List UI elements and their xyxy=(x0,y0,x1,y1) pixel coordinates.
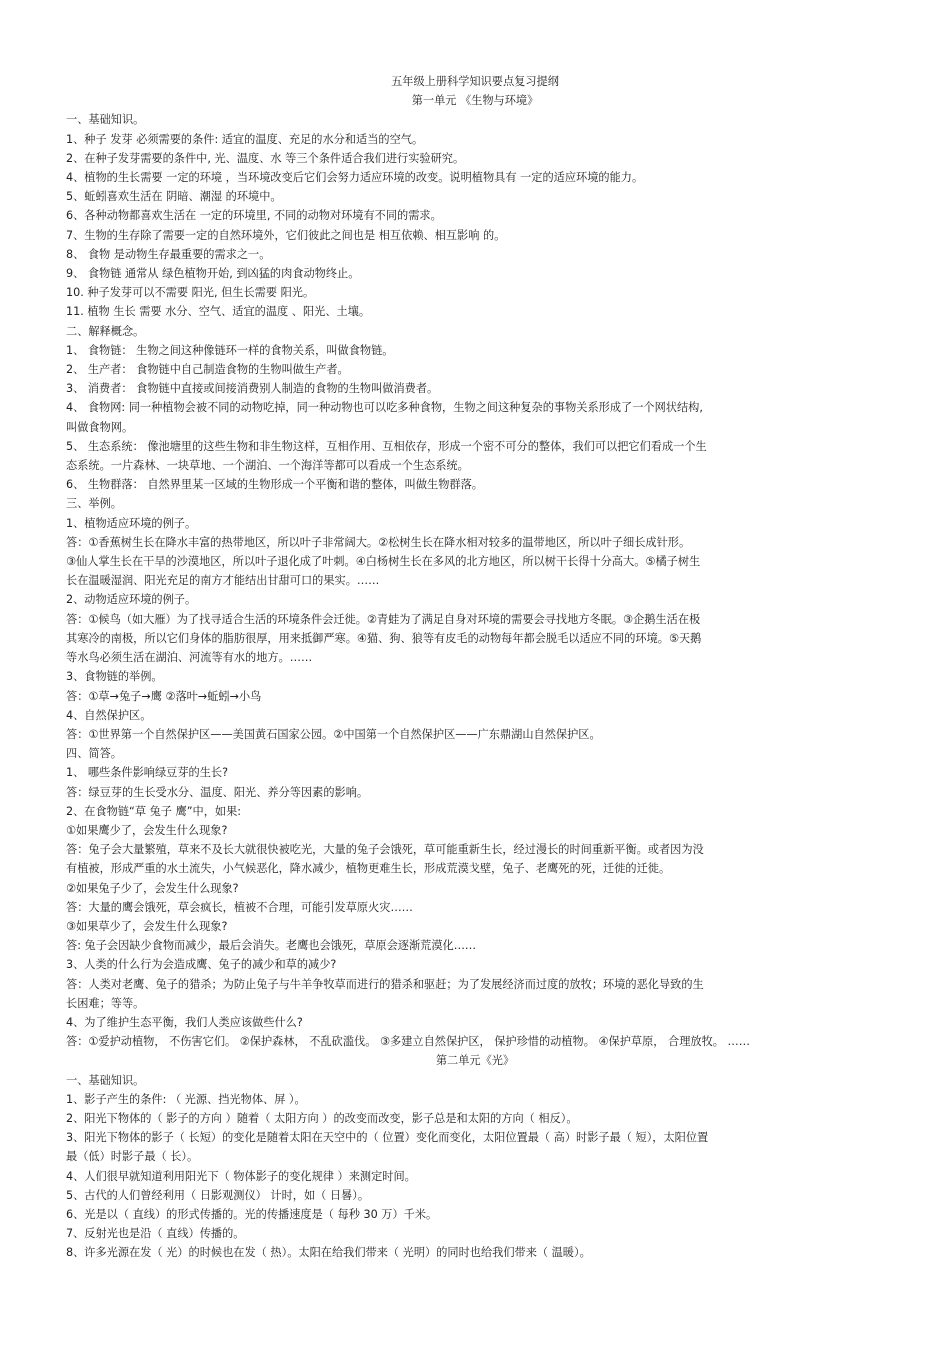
text-line: 10. 种子发芽可以不需要 阳光, 但生长需要 阳光。 xyxy=(66,286,315,300)
text-line: 答：①世界第一个自然保护区——美国黄石国家公园。②中国第一个自然保护区——广东鼎湖山自然保护区。 xyxy=(66,727,601,741)
text-line: 答：兔子会大量繁殖，草来不及长大就很快被吃光，大量的兔子会饿死，草可能重新生长，经过漫长的时间重新平衡。或者因为没 xyxy=(66,843,704,857)
text-line: 1、 哪些条件影响绿豆芽的生长? xyxy=(66,766,229,780)
text-line: 1、植物适应环境的例子。 xyxy=(66,516,197,530)
text-line: 4、 食物网: 同一种植物会被不同的动物吃掉，同一种动物也可以吃多种食物，生物之间这种复杂的事物关系形成了一个网状结构, xyxy=(66,401,703,415)
text-line: 第二单元《光》 xyxy=(435,1054,515,1068)
text-line: 2、在种子发芽需要的条件中, 光、温度、水 等三个条件适合我们进行实验研究。 xyxy=(66,151,465,165)
text-line: 2、 生产者： 食物链中自己制造食物的生物叫做生产者。 xyxy=(66,363,349,377)
text-line: 长困难；等等。 xyxy=(66,996,145,1010)
text-line: 1、种子 发芽 必须需要的条件: 适宜的温度、充足的水分和适当的空气。 xyxy=(66,132,424,146)
text-line: 答：人类对老鹰、兔子的猎杀；为防止兔子与牛羊争牧草而进行的猎杀和驱赶；为了发展经济而过度的放牧；环境的恶化导致的生 xyxy=(66,977,704,991)
text-line: 6、光是以（ 直线）的形式传播的。光的传播速度是（ 每秒 30 万）千米。 xyxy=(66,1207,438,1221)
text-line: 答：①爱护动植物， 不伤害它们。 ②保护森林， 不乱砍滥伐。 ③多建立自然保护区， 保护珍惜的动植物。 ④保护草原， 合理放牧。 …… xyxy=(66,1035,750,1049)
text-line: 一、基础知识。 xyxy=(66,113,145,127)
text-line: 其寒冷的南极，所以它们身体的脂肪很厚，用来抵御严寒。④猫、狗、狼等有皮毛的动物每年都会脱毛以适应不同的环境。⑤天鹅 xyxy=(66,631,702,645)
text-line: 长在温暖湿润、阳光充足的南方才能结出甘甜可口的果实。…… xyxy=(66,574,380,588)
text-line: 1、 食物链： 生物之间这种像链环一样的食物关系，叫做食物链。 xyxy=(66,343,394,357)
text-line: ②如果兔子少了，会发生什么现象? xyxy=(66,881,239,895)
document-title: 五年级上册科学知识要点复习提纲 xyxy=(391,75,559,88)
text-line: 2、在食物链“草 兔子 鹰”中，如果: xyxy=(66,804,242,818)
text-line: 3、食物链的举例。 xyxy=(66,670,163,684)
text-line: 一、基础知识。 xyxy=(66,1073,145,1087)
text-line: 3、阳光下物体的影子（ 长短）的变化是随着太阳在天空中的（ 位置）变化而变化，太阳位置最（ 高）时影子最（ 短），太阳位置 xyxy=(66,1131,709,1145)
text-line: 4、植物的生长需要 一定的环境 ，当环境改变后它们会努力适应环境的改变。说明植物具有 一定的适应环境的能力。 xyxy=(66,171,644,185)
text-line: 有植被，形成严重的水土流失，小气候恶化，降水减少，植物更难生长，形成荒漠戈壁，兔子、老鹰死的死，迁徙的迁徙。 xyxy=(66,862,671,876)
text-line: 8、许多光源在发（ 光）的时候也在发（ 热）。太阳在给我们带来（ 光明）的同时也给我们带来（ 温暖）。 xyxy=(66,1246,591,1260)
text-line: ③如果草少了，会发生什么现象? xyxy=(66,919,228,933)
text-line: 答：①草→兔子→鹰 ②落叶→蚯蚓→小鸟 xyxy=(66,689,262,703)
text-line: 4、为了维护生态平衡，我们人类应该做些什么? xyxy=(66,1015,303,1029)
text-line: 3、 消费者： 食物链中直接或间接消费别人制造的食物的生物叫做消费者。 xyxy=(66,382,439,396)
text-line: 答：①香蕉树生长在降水丰富的热带地区，所以叶子非常阔大。②松树生长在降水相对较多的温带地区，所以叶子细长成针形。 xyxy=(66,535,691,549)
text-line: 答：①候鸟（如大雁）为了找寻适合生活的环境条件会迁徙。②青蛙为了满足自身对环境的需要会寻找地方冬眠。③企鹅生活在极 xyxy=(66,612,701,626)
text-line: 9、 食物链 通常从 绿色植物开始, 到凶猛的肉食动物终止。 xyxy=(66,267,360,281)
document-body xyxy=(66,72,884,1263)
text-line: 第一单元 《生物与环境》 xyxy=(411,94,539,108)
text-line: 5、蚯蚓喜欢生活在 阴暗、潮湿 的环境中。 xyxy=(66,190,282,204)
text-line: 6、 生物群落： 自然界里某一区域的生物形成一个平衡和谐的整体，叫做生物群落。 xyxy=(66,478,483,492)
text-line: 态系统。一片森林、一块草地、一个湖泊、一个海洋等都可以看成一个生态系统。 xyxy=(66,459,469,473)
text-line: ③仙人掌生长在干旱的沙漠地区，所以叶子退化成了叶刺。④白杨树生长在多风的北方地区，所以树干长得十分高大。⑤橘子树生 xyxy=(66,555,701,569)
text-line: 等水鸟必须生活在湖泊、河流等有水的地方。…… xyxy=(66,651,313,665)
text-line: 6、各种动物都喜欢生活在 一定的环境里, 不同的动物对环境有不同的需求。 xyxy=(66,209,442,223)
text-line: 四、简答。 xyxy=(66,747,122,761)
text-line: 7、生物的生存除了需要一定的自然环境外，它们彼此之间也是 相互依赖、相互影响 的。 xyxy=(66,228,506,242)
text-line: 2、阳光下物体的（ 影子的方向 ）随着（ 太阳方向 ）的改变而改变，影子总是和太阳的方向（ 相反）。 xyxy=(66,1111,578,1125)
text-line: 5、 生态系统： 像池塘里的这些生物和非生物这样，互相作用、互相依存，形成一个密不可分的整体，我们可以把它们看成一个生 xyxy=(66,439,707,453)
text-line: 4、自然保护区。 xyxy=(66,708,152,722)
text-line: 3、人类的什么行为会造成鹰、兔子的减少和草的减少? xyxy=(66,958,337,972)
text-line: 4、人们很早就知道利用阳光下（ 物体影子的变化规律 ）来测定时间。 xyxy=(66,1169,416,1183)
text-line: 三、举例。 xyxy=(66,497,122,511)
text-line: 叫做食物网。 xyxy=(66,420,134,434)
text-line: 7、反射光也是沿（ 直线）传播的。 xyxy=(66,1227,245,1241)
text-line: 答: 兔子会因缺少食物而减少，最后会消失。老鹰也会饿死，草原会逐渐荒漠化…… xyxy=(66,939,477,953)
text-line: 11. 植物 生长 需要 水分、空气、适宜的温度 、阳光、土壤。 xyxy=(66,305,371,319)
text-line: 最（低）时影子最（ 长）。 xyxy=(66,1150,199,1164)
text-line: 8、 食物 是动物生存最重要的需求之一。 xyxy=(66,247,271,261)
text-line: 答：大量的鹰会饿死，草会疯长，植被不合理，可能引发草原火灾…… xyxy=(66,900,413,914)
text-line: 2、动物适应环境的例子。 xyxy=(66,593,197,607)
text-line: 答：绿豆芽的生长受水分、温度、阳光、养分等因素的影响。 xyxy=(66,785,369,799)
text-line: ①如果鹰少了，会发生什么现象? xyxy=(66,823,228,837)
text-line: 5、古代的人们曾经利用（ 日影观测仪） 计时，如（ 日晷）。 xyxy=(66,1188,370,1202)
text-line: 二、解释概念。 xyxy=(66,324,145,338)
text-line: 1、影子产生的条件: （ 光源、挡光物体、屏 ）。 xyxy=(66,1092,306,1106)
